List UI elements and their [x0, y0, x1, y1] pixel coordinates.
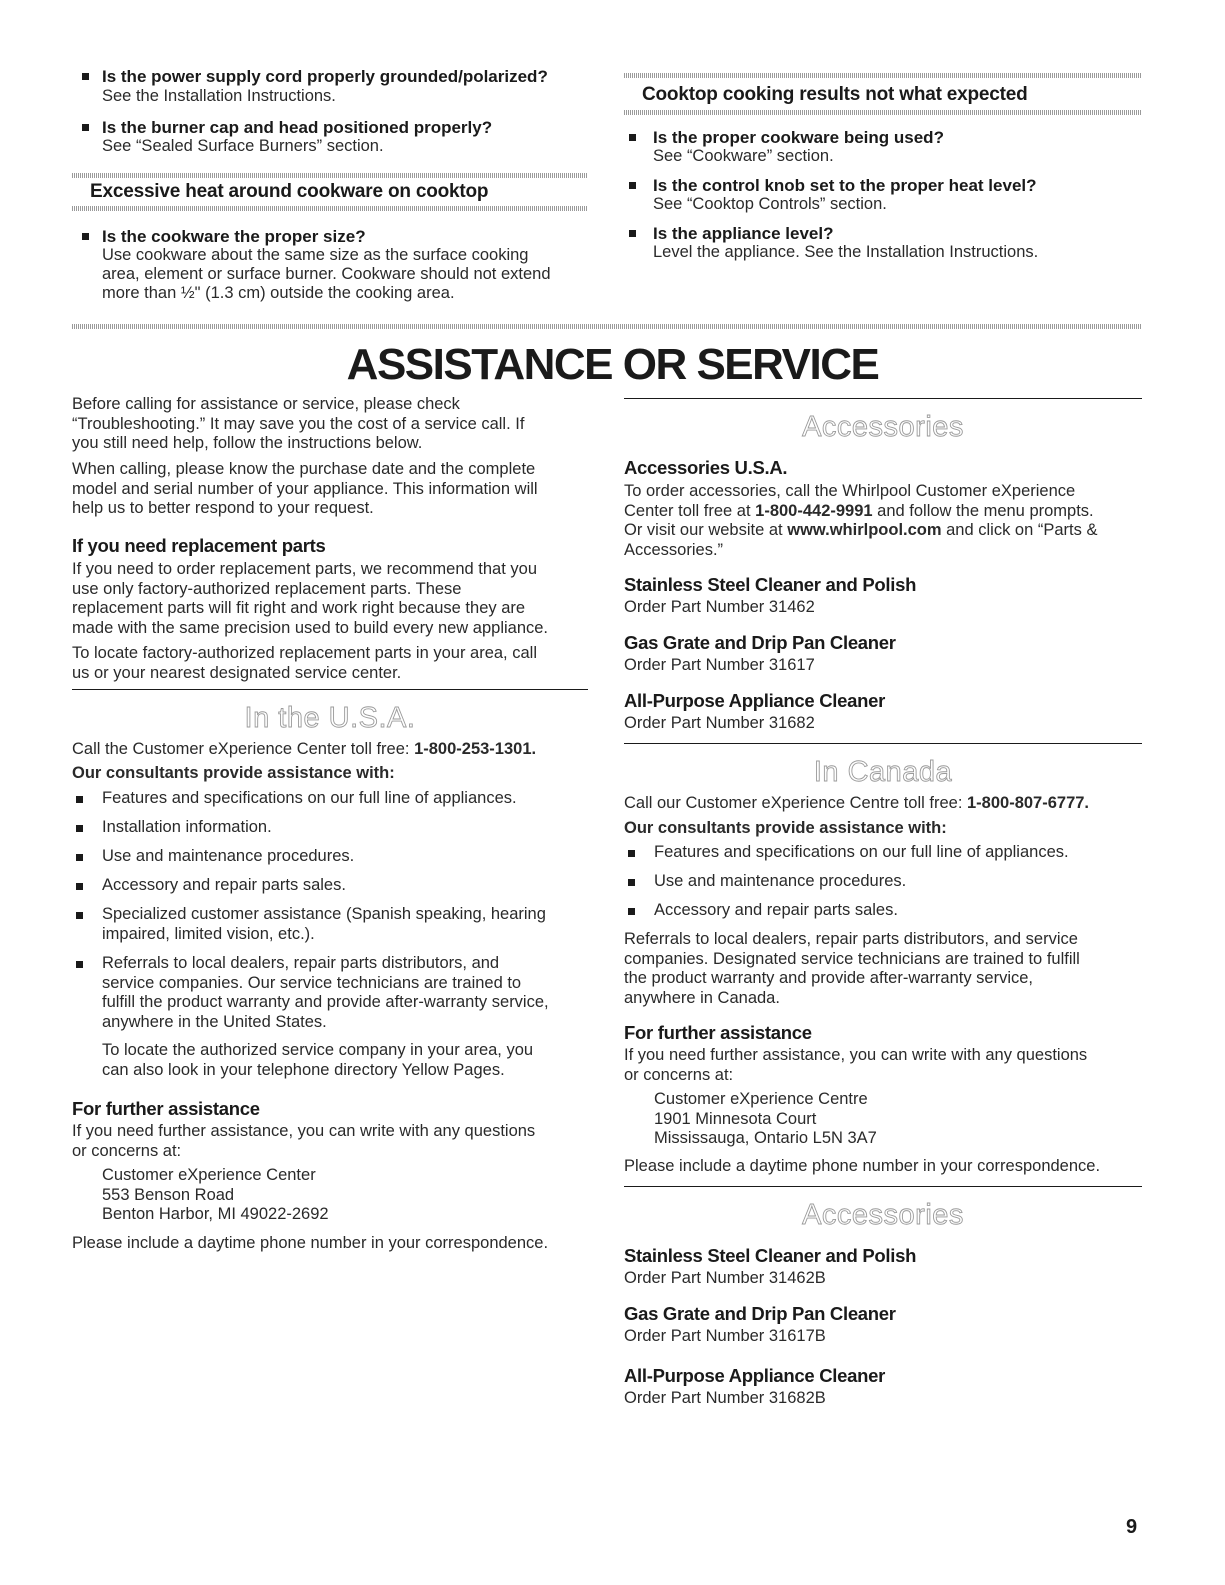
- bullet: [76, 825, 83, 832]
- product-name: Stainless Steel Cleaner and Polish: [624, 1245, 917, 1266]
- section-rule: [624, 743, 1142, 744]
- list-item: Accessory and repair parts sales.: [654, 901, 898, 919]
- question: Is the cookware the proper size?: [102, 227, 366, 246]
- answer: See “Sealed Surface Burners” section.: [102, 137, 384, 155]
- intro-paragraph: When calling, please know the purchase date and the complete model and serial number of your appliance. This information will help us to better respond to your request.: [72, 460, 538, 518]
- list-item: Use and maintenance procedures.: [654, 872, 907, 890]
- further-assistance-text: If you need further assistance, you can write with any questions or concerns at:: [624, 1046, 1088, 1084]
- question: Is the proper cookware being used?: [653, 128, 944, 147]
- answer-line: Use cookware about the same size as the surface cooking: [102, 246, 529, 264]
- section-heading: Excessive heat around cookware on cooktop: [90, 181, 489, 202]
- question: Is the burner cap and head positioned properly?: [102, 118, 493, 137]
- usa-call-line: Call the Customer eXperience Center toll free: 1-800-253-1301.: [72, 740, 537, 758]
- replacement-paragraph: If you need to order replacement parts, we recommend that you use only factory-authorized replacement parts. These replacement parts will fit right and work right because they are made with the same precision used to build every new appliance.: [72, 560, 549, 637]
- replacement-parts-heading: If you need replacement parts: [72, 535, 326, 556]
- accessories-usa-text: To order accessories, call the Whirlpool Customer eXperience Center toll free at 1-800-442-9991 and follow the menu prompts. Or visit our website at www.whirlpool.com and click on “Parts & Accessories.”: [624, 482, 1098, 559]
- answer: See “Cookware” section.: [653, 147, 834, 165]
- question: Is the appliance level?: [653, 224, 834, 243]
- product-name: All-Purpose Appliance Cleaner: [624, 1365, 885, 1386]
- further-assistance-heading: For further assistance: [72, 1098, 260, 1119]
- intro-paragraph: Before calling for assistance or service, please check “Troubleshooting.” It may save you the cost of a service call. If you still need help, follow the instructions below.: [72, 395, 525, 453]
- product-part-number: Order Part Number 31617: [624, 656, 815, 674]
- list-item: Use and maintenance procedures.: [102, 847, 355, 865]
- canada-consultants-label: Our consultants provide assistance with:: [624, 819, 947, 837]
- product-part-number: Order Part Number 31462B: [624, 1269, 826, 1287]
- product-part-number: Order Part Number 31617B: [624, 1327, 826, 1345]
- accessories-usa-heading: Accessories U.S.A.: [624, 457, 788, 478]
- product-part-number: Order Part Number 31682: [624, 714, 815, 732]
- answer: See “Cooktop Controls” section.: [653, 195, 887, 213]
- usa-phone: 1-800-253-1301.: [414, 740, 537, 758]
- answer: See the Installation Instructions.: [102, 87, 336, 105]
- bullet: [628, 879, 635, 886]
- list-item: Accessory and repair parts sales.: [102, 876, 346, 894]
- canada-call-line: Call our Customer eXperience Centre toll free: 1-800-807-6777.: [624, 794, 1090, 812]
- product-name: Stainless Steel Cleaner and Polish: [624, 574, 917, 595]
- section-rule: [72, 689, 588, 690]
- further-assistance-heading: For further assistance: [624, 1022, 812, 1043]
- list-item: Features and specifications on our full line of appliances.: [102, 789, 517, 807]
- section-rule: [624, 398, 1142, 399]
- section-divider: [624, 73, 1142, 78]
- page-title: ASSISTANCE OR SERVICE: [346, 340, 879, 389]
- section-divider: [72, 173, 588, 178]
- bullet: [628, 850, 635, 857]
- list-item: Referrals to local dealers, repair parts distributors, and service companies. Our service technicians are trained to fulfill the product warranty and provide after-warranty service, anywhere in the United States.: [102, 954, 549, 1031]
- canada-address: Customer eXperience Centre 1901 Minnesota Court Mississauga, Ontario L5N 3A7: [654, 1090, 877, 1148]
- answer: Level the appliance. See the Installation Instructions.: [653, 243, 1039, 261]
- title-divider: [72, 324, 1142, 329]
- usa-heading: In the U.S.A.: [244, 702, 416, 734]
- list-item: Installation information.: [102, 818, 272, 836]
- usa-consultants-label: Our consultants provide assistance with:: [72, 764, 395, 782]
- product-name: All-Purpose Appliance Cleaner: [624, 690, 885, 711]
- canada-phone: 1-800-807-6777.: [967, 794, 1090, 812]
- section-rule: [624, 1186, 1142, 1187]
- usa-address: Customer eXperience Center 553 Benson Road Benton Harbor, MI 49022-2692: [102, 1166, 329, 1224]
- bullet: [82, 233, 89, 240]
- section-heading: Cooktop cooking results not what expected: [642, 84, 1028, 105]
- further-assistance-text: If you need further assistance, you can write with any questions or concerns at:: [72, 1122, 536, 1160]
- answer-line: area, element or surface burner. Cookware should not extend: [102, 265, 551, 283]
- bullet: [76, 796, 83, 803]
- canada-referrals: Referrals to local dealers, repair parts distributors, and service companies. Designated service technicians are trained to fulfill the product warranty and provide after-warranty service, anywhere in Canada.: [624, 930, 1080, 1007]
- bullet: [76, 883, 83, 890]
- question: Is the power supply cord properly grounded/polarized?: [102, 67, 548, 86]
- product-part-number: Order Part Number 31462: [624, 598, 815, 616]
- accessories-phone: 1-800-442-9991: [755, 501, 873, 520]
- include-phone-note: Please include a daytime phone number in your correspondence.: [624, 1157, 1101, 1175]
- product-part-number: Order Part Number 31682B: [624, 1389, 826, 1407]
- list-item: Specialized customer assistance (Spanish speaking, hearing impaired, limited vision, etc.).: [102, 905, 546, 943]
- bullet: [82, 124, 89, 131]
- bullet: [629, 182, 636, 189]
- bullet: [76, 912, 83, 919]
- bullet: [629, 134, 636, 141]
- locate-paragraph: To locate the authorized service company in your area, you can also look in your telephone directory Yellow Pages.: [102, 1041, 534, 1079]
- bullet: [76, 854, 83, 861]
- answer-line: more than ½" (1.3 cm) outside the cooking area.: [102, 284, 455, 302]
- accessories-canada-heading: Accessories: [802, 1199, 964, 1231]
- website-link: www.whirlpool.com: [787, 521, 942, 540]
- product-name: Gas Grate and Drip Pan Cleaner: [624, 632, 896, 653]
- product-name: Gas Grate and Drip Pan Cleaner: [624, 1303, 896, 1324]
- page-number: 9: [1126, 1516, 1138, 1538]
- bullet: [628, 908, 635, 915]
- bullet: [629, 230, 636, 237]
- section-divider: [624, 110, 1142, 115]
- bullet: [76, 961, 83, 968]
- section-divider: [72, 206, 588, 211]
- accessories-heading: Accessories: [802, 411, 964, 443]
- question: Is the control knob set to the proper heat level?: [653, 176, 1037, 195]
- include-phone-note: Please include a daytime phone number in your correspondence.: [72, 1234, 549, 1252]
- list-item: Features and specifications on our full line of appliances.: [654, 843, 1069, 861]
- canada-heading: In Canada: [813, 756, 953, 788]
- bullet: [82, 73, 89, 80]
- replacement-paragraph: To locate factory-authorized replacement parts in your area, call us or your nearest designated service center.: [72, 644, 537, 682]
